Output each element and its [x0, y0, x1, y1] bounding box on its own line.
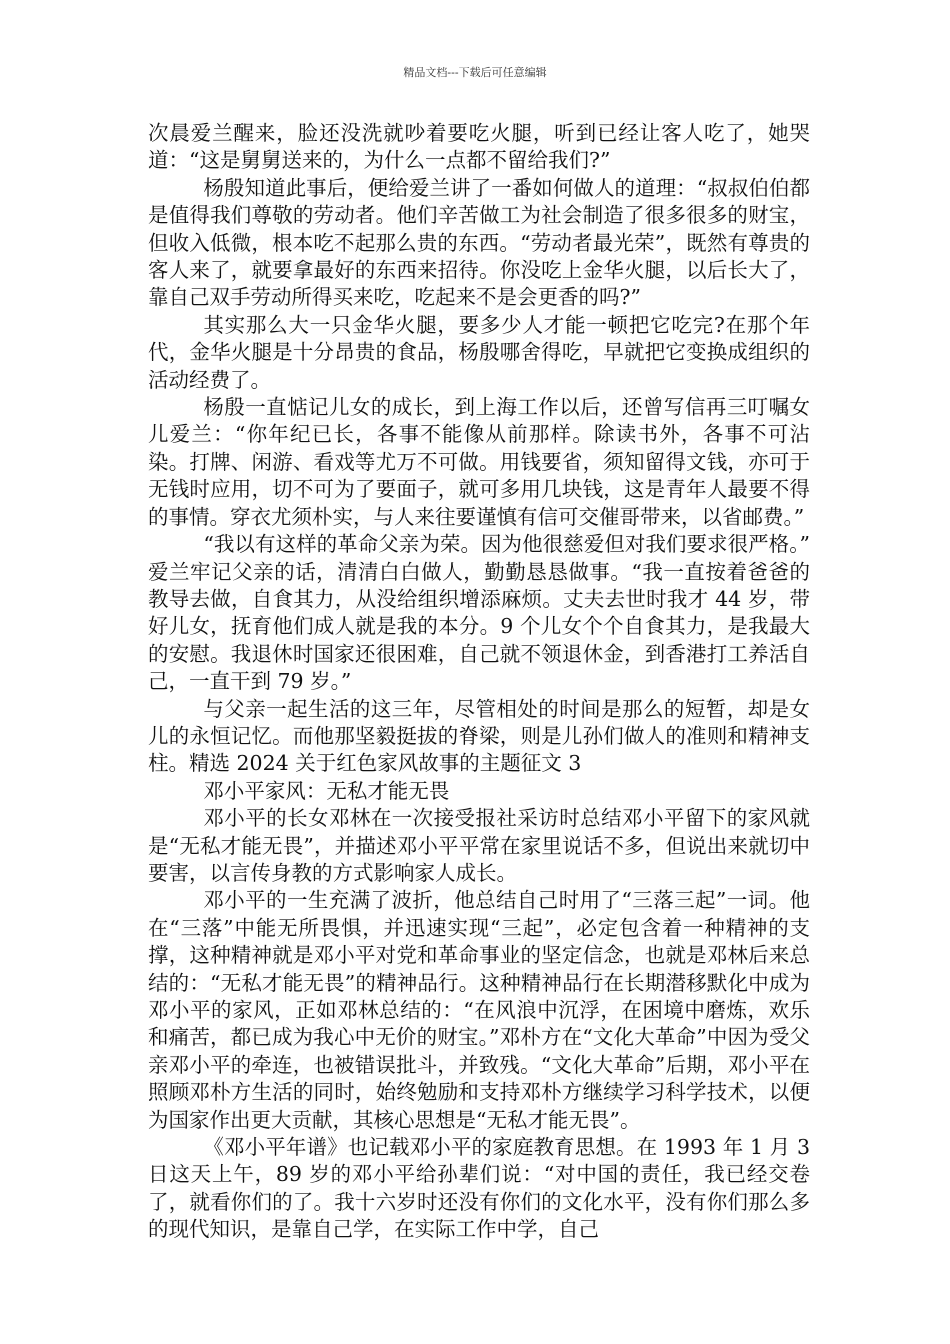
document-body: [148, 120, 810, 1244]
paragraph: 次晨爱兰醒来，脸还没洗就吵着要吃火腿，听到已经让客人吃了，她哭道：“这是舅舅送来的，为什么一点都不留给我们?”: [148, 121, 810, 173]
paragraph: 其实那么大一只金华火腿，要多少人才能一顿把它吃完?在那个年代，金华火腿是十分昂贵的食品，杨殷哪舍得吃，早就把它变换成组织的活动经费了。: [148, 312, 810, 392]
paragraph: 《邓小平年谱》也记载邓小平的家庭教育思想。在 1993 年 1 月 3 日这天上午，89 岁的邓小平给孙辈们说：“对中国的责任，我已经交卷了，就看你们的了。我十六岁时还没有你们的文化水平，没有你们那么多的现代知识，是靠自己学，在实际工作中学，自己: [148, 1135, 810, 1242]
paragraph: 邓小平的长女邓林在一次接受报社采访时总结邓小平留下的家风就是“无私才能无畏”，并描述邓小平平常在家里说话不多，但说出来就切中要害，以言传身教的方式影响家人成长。: [148, 806, 810, 885]
paragraph: 与父亲一起生活的这三年，尽管相处的时间是那么的短暂，却是女儿的永恒记忆。而他那坚毅挺拔的脊梁，则是儿孙们做人的准则和精神支柱。精选 2024 关于红色家风故事的主题征文 3: [148, 696, 810, 776]
paragraph: 杨殷知道此事后，便给爱兰讲了一番如何做人的道理：“叔叔伯伯都是值得我们尊敬的劳动者。他们辛苦做工为社会制造了很多很多的财宝，但收入低微，根本吃不起那么贵的东西。“劳动者最光荣”，既然有尊贵的客人来了，就要拿最好的东西来招待。你没吃上金华火腿，以后长大了，靠自己双手劳动所得买来吃，吃起来不是会更香的吗?”: [148, 175, 810, 310]
paragraph: 杨殷一直惦记儿女的成长，到上海工作以后，还曾写信再三叮嘱女儿爱兰：“你年纪已长，各事不能像从前那样。除读书外，各事不可沾染。打牌、闲游、看戏等尤万不可做。用钱要省，须知留得文钱，亦可于无钱时应用，切不可为了要面子，就可多用几块钱，这是青年人最要不得的事情。穿衣尤须朴实，与人来往要谨慎有信可交催哥带来，以省邮费。”: [148, 395, 810, 529]
paragraph: 邓小平的一生充满了波折，他总结自己时用了“三落三起”一词。他在“三落”中能无所畏惧，并迅速实现“三起”，必定包含着一种精神的支撑，这种精神就是邓小平对党和革命事业的坚定信念，也就是邓林后来总结的：“无私才能无畏”的精神品行。这种精神品行在长期潜移默化中成为邓小平的家风，正如邓林总结的：“在风浪中沉浮，在困境中磨炼，欢乐和痛苦，都已成为我心中无价的财宝。”邓朴方在“文化大革命”中因为受父亲邓小平的牵连，也被错误批斗，并致残。“文化大革命”后期，邓小平在照顾邓朴方生活的同时，始终勉励和支持邓朴方继续学习科学技术，以便为国家作出更大贡献，其核心思想是“无私才能无畏”。: [148, 888, 810, 1132]
section-heading: 邓小平家风：无私才能无畏: [203, 778, 450, 803]
paragraph: “我以有这样的革命父亲为荣。因为他很慈爱但对我们要求很严格。” 爱兰牢记父亲的话，清清白白做人，勤勤恳恳做事。“我一直按着爸爸的教导去做，自食其力，从没给组织增添麻烦。丈夫去世时我才 44 岁，带好儿女，抚育他们成人就是我的本分。9 个儿女个个自食其力，是我最大的安慰。我退休时国家还很困难，自己就不领退休金，到香港打工养活自己，一直干到 79 岁。”: [148, 532, 810, 694]
page-header: 精品文档---下载后可任意编辑: [403, 66, 547, 79]
